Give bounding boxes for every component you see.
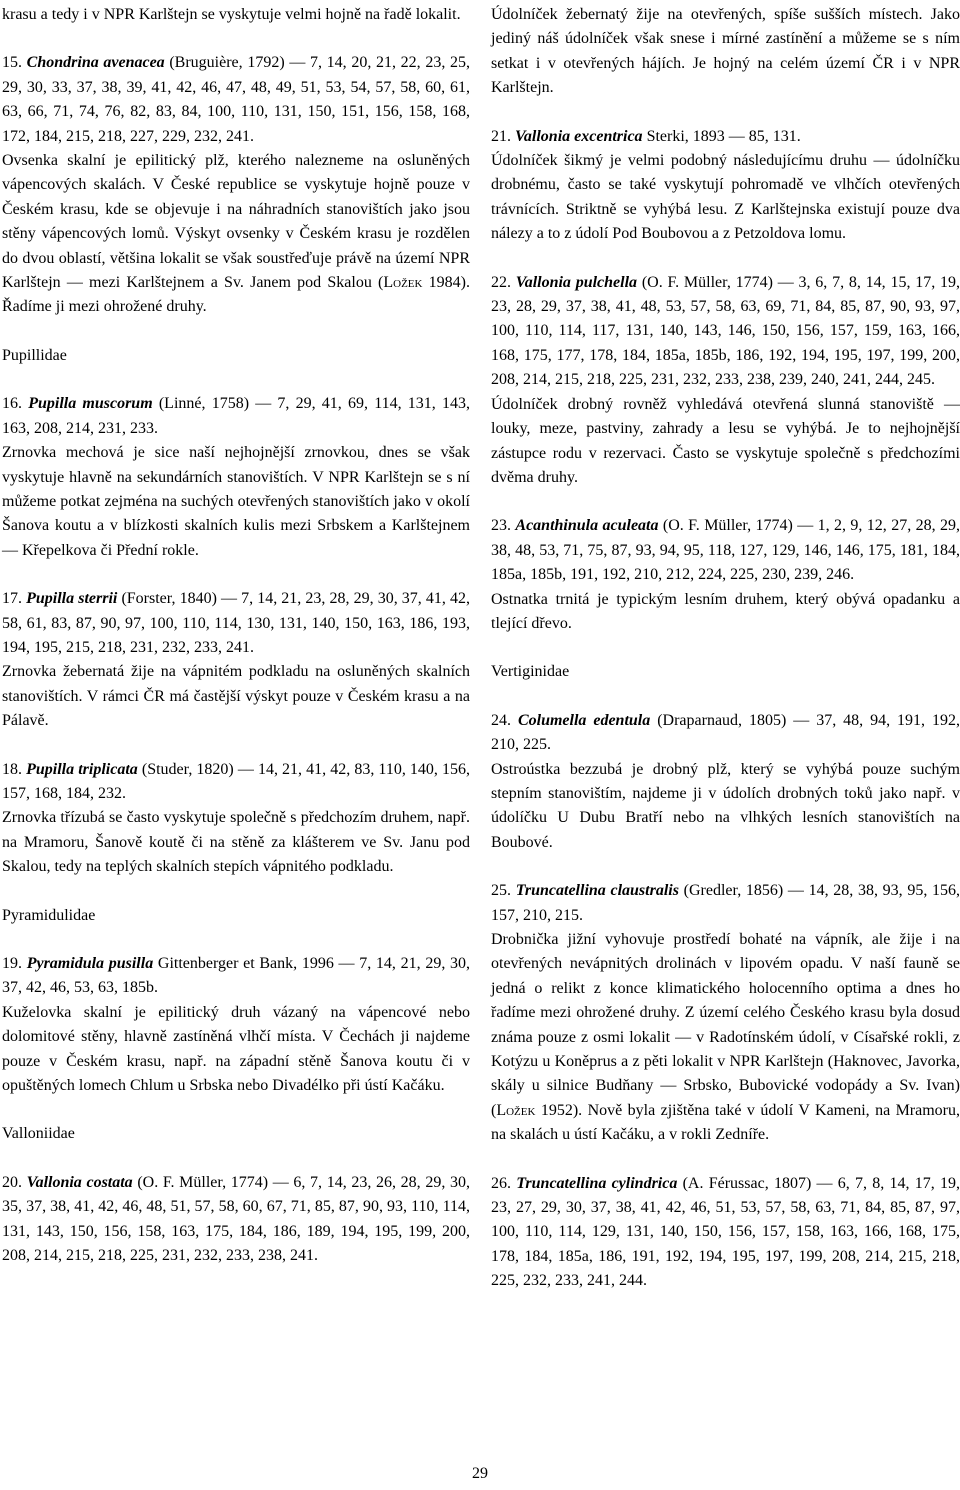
- species-number: 18.: [2, 760, 22, 778]
- species-description: Ostroústka bezzubá je drobný plž, který se vyhýbá pouze suchým stepním stanovištím, najdeme ji v údolích drobných toků jako např. v údolíčku U Dubu Bratří nebo na vlhkých lesních stanovištích na Boubové.: [491, 760, 960, 851]
- species-name: Pyramidula pusilla: [26, 955, 154, 972]
- species-number: 23.: [491, 517, 511, 535]
- species-refs: (Draparnaud, 1805) — 37, 48, 94, 191, 192, 210, 225.: [491, 711, 960, 754]
- left-column: [2, 3, 470, 1268]
- species-number: 19.: [2, 955, 22, 972]
- species-refs: (A. Férussac, 1807) — 6, 7, 8, 14, 17, 19, 23, 27, 29, 30, 37, 38, 41, 42, 46, 51, 53, 57, 58, 63, 71, 84, 85, 87, 97, 100, 110, 114, 129, 131, 140, 150, 156, 157, 158, 163, 166, 168, 175, 178, 184, 185a, 186, 191, 192, 194, 195, 197, 199, 208, 214, 215, 218, 225, 232, 233, 241, 244.: [491, 1174, 960, 1290]
- species-entry-17: [2, 587, 470, 660]
- species-description: Údolníček šikmý je velmi podobný následujícímu druhu — údolníčku drobnému, často se také vyskytují pohromadě ve vlhčích otevřených trávnících. Striktně se vyhýbá lesu. Z Karlštejnska existují pouze dva nálezy a to z údolí Pod Boubovou a z Petzoldova lomu.: [491, 152, 960, 243]
- species-refs: (Gredler, 1856) — 14, 28, 38, 93, 95, 156, 157, 210, 215.: [491, 882, 960, 924]
- species-description: Drobnička jižní vyhovuje prostředí bohaté na vápník, ale žije i na otevřených nevápnitých drolinách v lipovém opadu. V naší fauně se jedná o relikt z konce klimatického holocenního optima a dnes ho řadíme mezi ohrožené druhy. Z území celého Českého krasu byla dosud známa pouze z osmi lokalit — v Radotínském údolí, v Císařské rokli, z Kotýzu u Koněprus a z pěti lokalit v NPR Karlštejn (Haknovec, Javorka, skály u silnice Budňany — Srbsko, Bubovické vodopády a Sv. Ivan) (Ložek 1952). Nově byla zjištěna také v údolí V Kameni, na Mramoru, na skalách u ústí Kačáku, a v rokli Zedníře.: [491, 931, 960, 1144]
- species-description: Zrnovka třízubá se často vyskytuje společně s předchozím druhem, např. na Mramoru, Šanově koutě či na stěně za klášterem ve Sv. Janu pod Skalou, tedy na teplých skalních stepích vápnitého podkladu.: [2, 809, 470, 876]
- species-entry-16: [2, 392, 470, 441]
- paragraph-continuation: krasu a tedy i v NPR Karlštejn se vyskytuje velmi hojně na řadě lokalit.: [2, 6, 461, 23]
- species-refs: (Studer, 1820) — 14, 21, 41, 42, 83, 110, 140, 156, 157, 168, 184, 232.: [2, 760, 471, 802]
- species-refs: (O. F. Müller, 1774) — 3, 6, 7, 8, 14, 15, 17, 19, 23, 28, 29, 37, 38, 41, 48, 53, 57, 58, 63, 69, 71, 84, 85, 87, 90, 93, 97, 100, 110, 114, 117, 131, 140, 143, 146, 150, 156, 157, 159, 163, 166, 168, 175, 177, 178, 184, 185a, 185b, 186, 192, 194, 195, 197, 199, 200, 208, 214, 215, 218, 225, 231, 232, 233, 238, 239, 240, 241, 244, 245.: [491, 273, 960, 389]
- family-heading-vertiginidae: Vertiginidae: [491, 663, 570, 681]
- species-refs: (O. F. Müller, 1774) — 6, 7, 14, 23, 26, 28, 29, 30, 35, 37, 38, 41, 42, 46, 48, 51, 57, 58, 60, 67, 71, 85, 87, 90, 93, 110, 114, 131, 143, 150, 156, 158, 163, 175, 184, 186, 189, 194, 195, 199, 200, 208, 214, 215, 218, 225, 231, 232, 233, 238, 241.: [2, 1173, 471, 1265]
- family-heading-valloniidae: Valloniidae: [2, 1125, 75, 1143]
- species-refs: (Bruguière, 1792) — 7, 14, 20, 21, 22, 23, 25, 29, 30, 33, 37, 38, 39, 41, 42, 46, 47, 48, 49, 51, 53, 54, 57, 58, 60, 61, 63, 66, 71, 74, 76, 82, 83, 84, 100, 110, 131, 150, 151, 156, 158, 168, 172, 184, 215, 218, 227, 229, 232, 241.: [2, 54, 470, 145]
- species-entry-22: [491, 271, 960, 393]
- species-number: 26.: [491, 1174, 511, 1192]
- species-name: Truncatellina claustralis: [515, 882, 679, 900]
- right-column: [491, 3, 960, 1294]
- species-refs: (O. F. Müller, 1774) — 1, 2, 9, 12, 27, 28, 29, 38, 48, 53, 71, 75, 87, 93, 94, 95, 118, 127, 129, 146, 146, 175, 181, 184, 185a, 185b, 191, 192, 210, 212, 224, 225, 230, 239, 246.: [491, 517, 960, 584]
- species-name: Pupilla sterrii: [26, 590, 118, 608]
- species-entry-24: [491, 709, 960, 758]
- page-number: 29: [472, 1465, 488, 1482]
- species-number: 24.: [491, 711, 511, 729]
- species-refs: (Linné, 1758) — 7, 29, 41, 69, 114, 131, 143, 163, 208, 214, 231, 233.: [2, 395, 471, 437]
- species-name: Vallonia costata: [26, 1173, 133, 1191]
- species-entry-18: [2, 758, 470, 807]
- author-citation: Ložek: [383, 274, 423, 292]
- species-entry-26: [491, 1172, 960, 1294]
- species-entry-23: [491, 514, 960, 587]
- species-name: Acanthinula aculeata: [515, 517, 659, 535]
- species-number: 25.: [491, 882, 511, 900]
- species-entry-19: [2, 952, 470, 1001]
- species-refs: Gittenberger et Bank, 1996 — 7, 14, 21, 29, 30, 37, 42, 46, 53, 63, 185b.: [2, 955, 471, 997]
- species-name: Vallonia excentrica: [515, 127, 643, 145]
- species-name: Chondrina avenacea: [26, 54, 165, 72]
- species-name: Pupilla muscorum: [28, 395, 153, 413]
- species-name: Truncatellina cylindrica: [516, 1174, 678, 1192]
- species-entry-25: [491, 879, 960, 928]
- species-description: Ostnatka trnitá je typickým lesním druhem, který obývá opadanku a tlející dřevo.: [491, 590, 960, 632]
- species-refs: (Forster, 1840) — 7, 14, 21, 23, 28, 29, 30, 37, 41, 42, 58, 61, 83, 87, 90, 97, 100, 110, 114, 130, 131, 140, 150, 163, 186, 193, 194, 195, 215, 218, 231, 232, 233, 241.: [2, 590, 471, 656]
- author-citation: Ložek: [496, 1101, 536, 1119]
- species-number: 16.: [2, 395, 22, 413]
- species-entry-21: [491, 125, 960, 149]
- species-name: Columella edentula: [517, 711, 651, 729]
- species-number: 15.: [2, 54, 22, 72]
- family-heading-pupillidae: Pupillidae: [2, 346, 67, 364]
- species-name: Pupilla triplicata: [26, 760, 138, 778]
- species-entry-15: [2, 51, 470, 149]
- species-description: Kuželovka skalní je epilitický druh vázaný na vápencové nebo dolomitové stěny, hlavně zastíněná vlhčí místa. V Čechách ji najdeme pouze v Českém krasu, např. na západní stěně Šanova koutu či v opuštěných lomech Chlum u Srbska nebo Divadélko při ústí Kačáku.: [2, 1003, 470, 1095]
- species-description: Ovsenka skalní je epilitický plž, kterého nalezneme na osluněných vápencových skalách. V České republice se vyskytuje hojně pouze v Českém krasu, kde se objevuje i na náhradních stanovištích jako jsou stěny vápencových lomů. Výskyt ovsenky v Českém krasu je rozdělen do dvou oblastí, většina lokalit se však soustřeďuje právě na území NPR Karlštejn — mezi Karlštejnem a Sv. Janem pod Skalou (Ložek 1984). Řadíme ji mezi ohrožené druhy.: [2, 152, 471, 316]
- species-description: Zrnovka mechová je sice naší nejhojnější zrnovkou, dnes se však vyskytuje hlavně na sekundárních stanovištích. V NPR Karlštejn se s ní můžeme potkat zejména na suchých otevřených stanovištích jako v okolí Šanova koutu a v blízkosti skalních kulis mezi Srbskem a Karlštejnem — Křepelkova či Přední rokle.: [2, 444, 470, 559]
- species-description: Údolníček drobný rovněž vyhledává otevřená slunná stanoviště — louky, meze, pastviny, zahrady a lesu se vyhýbá. Je to nejhojnější zástupce rodu v rezervaci. Často se vyskytuje společně s předchozími dvěma druhy.: [491, 395, 960, 486]
- species-number: 17.: [2, 590, 22, 608]
- species-description: Zrnovka žebernatá žije na vápnitém podkladu na osluněných skalních stanovištích. V rámci ČR má častější výskyt pouze v Českém krasu a na Pálavě.: [2, 663, 470, 730]
- species-number: 20.: [2, 1173, 22, 1191]
- species-refs: Sterki, 1893 — 85, 131.: [642, 127, 801, 145]
- species-entry-20: [2, 1171, 470, 1269]
- species-number: 22.: [491, 273, 511, 291]
- species-name: Vallonia pulchella: [515, 273, 638, 291]
- species-number: 21.: [491, 127, 511, 145]
- family-heading-pyramidulidae: Pyramidulidae: [2, 906, 96, 924]
- paragraph-continuation: Údolníček žebernatý žije na otevřených, spíše sušších místech. Jako jediný náš údolníček však snese i mírné zastínění a můžeme se s ním setkat i v otevřených hájích. Je hojný na celém území ČR i v NPR Karlštejn.: [491, 6, 960, 97]
